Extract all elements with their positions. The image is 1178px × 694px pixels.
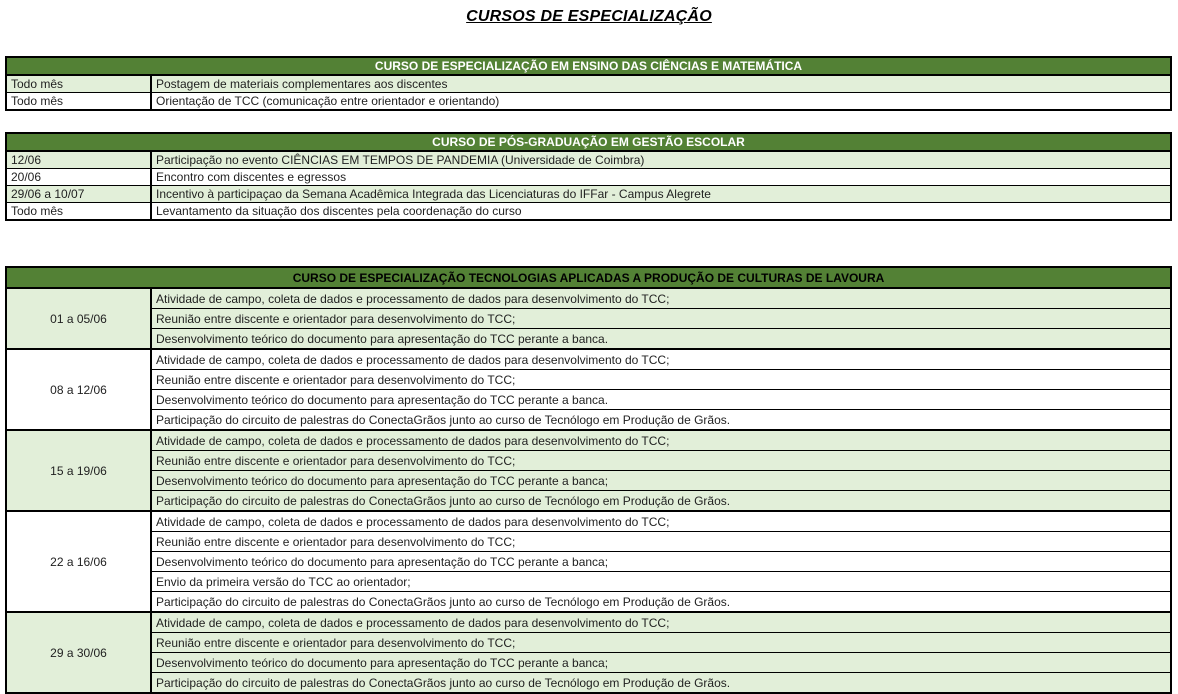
table-header-row [6, 133, 1171, 151]
table-row [6, 370, 1171, 390]
table-row [6, 653, 1171, 673]
table-row [6, 552, 1171, 572]
table-row [6, 430, 1171, 451]
activity-cell: Atividade de campo, coleta de dados e processamento de dados para desenvolvimento do TCC; [151, 349, 1171, 370]
table-header: CURSO DE ESPECIALIZAÇÃO TECNOLOGIAS APLICADAS A PRODUÇÃO DE CULTURAS DE LAVOURA [6, 267, 1171, 288]
activity-cell: Reunião entre discente e orientador para desenvolvimento do TCC; [151, 309, 1171, 329]
activity-cell: Incentivo à participaçao da Semana Acadêmica Integrada das Licenciaturas do IFFar - Campus Alegrete [151, 186, 1171, 203]
table-row [6, 511, 1171, 532]
activity-cell: Reunião entre discente e orientador para desenvolvimento do TCC; [151, 633, 1171, 653]
date-cell: 29 a 30/06 [6, 612, 151, 693]
activity-cell: Desenvolvimento teórico do documento para apresentação do TCC perante a banca. [151, 390, 1171, 410]
table-row [6, 633, 1171, 653]
table-row [6, 390, 1171, 410]
table-row [6, 673, 1171, 694]
date-cell: 12/06 [6, 151, 151, 169]
table-row [6, 451, 1171, 471]
activity-cell: Desenvolvimento teórico do documento para apresentação do TCC perante a banca. [151, 329, 1171, 350]
activity-cell: Encontro com discentes e egressos [151, 169, 1171, 186]
table-row [6, 471, 1171, 491]
date-cell: 15 a 19/06 [6, 430, 151, 511]
table-row [6, 309, 1171, 329]
activity-cell: Participação no evento CIÊNCIAS EM TEMPOS DE PANDEMIA (Universidade de Coimbra) [151, 151, 1171, 169]
activity-cell: Atividade de campo, coleta de dados e processamento de dados para desenvolvimento do TCC; [151, 288, 1171, 309]
table-row [6, 288, 1171, 309]
table-row [6, 75, 1171, 93]
course-table-tecnologias-lavoura [5, 266, 1172, 694]
activity-cell: Participação do circuito de palestras do ConectaGrãos junto ao curso de Tecnólogo em Produção de Grãos. [151, 491, 1171, 512]
activity-cell: Reunião entre discente e orientador para desenvolvimento do TCC; [151, 451, 1171, 471]
activity-cell: Participação do circuito de palestras do ConectaGrãos junto ao curso de Tecnólogo em Produção de Grãos. [151, 410, 1171, 431]
date-cell: Todo mês [6, 203, 151, 221]
date-cell: 20/06 [6, 169, 151, 186]
activity-cell: Desenvolvimento teórico do documento para apresentação do TCC perante a banca; [151, 552, 1171, 572]
activity-cell: Reunião entre discente e orientador para desenvolvimento do TCC; [151, 370, 1171, 390]
table-row [6, 151, 1171, 169]
table-row [6, 612, 1171, 633]
date-cell: 29/06 a 10/07 [6, 186, 151, 203]
date-cell: 08 a 12/06 [6, 349, 151, 430]
activity-cell: Levantamento da situação dos discentes pela coordenação do curso [151, 203, 1171, 221]
activity-cell: Participação do circuito de palestras do ConectaGrãos junto ao curso de Tecnólogo em Produção de Grãos. [151, 673, 1171, 694]
table-row [6, 410, 1171, 431]
page-title: CURSOS DE ESPECIALIZAÇÃO [466, 8, 712, 25]
activity-cell: Desenvolvimento teórico do documento para apresentação do TCC perante a banca; [151, 653, 1171, 673]
activity-cell: Atividade de campo, coleta de dados e processamento de dados para desenvolvimento do TCC; [151, 430, 1171, 451]
table-row [6, 329, 1171, 350]
table-row [6, 93, 1171, 111]
activity-cell: Postagem de materiais complementares aos discentes [151, 75, 1171, 93]
activity-cell: Envio da primeira versão do TCC ao orientador; [151, 572, 1171, 592]
date-cell: 22 a 16/06 [6, 511, 151, 612]
course-table-gestao-escolar [5, 132, 1172, 221]
activity-cell: Orientação de TCC (comunicação entre orientador e orientando) [151, 93, 1171, 111]
date-cell: Todo mês [6, 75, 151, 93]
table-row [6, 592, 1171, 613]
table-header: CURSO DE PÓS-GRADUAÇÃO EM GESTÃO ESCOLAR [6, 133, 1171, 151]
activity-cell: Participação do circuito de palestras do ConectaGrãos junto ao curso de Tecnólogo em Produção de Grãos. [151, 592, 1171, 613]
table-header-row [6, 267, 1171, 288]
table-row [6, 532, 1171, 552]
activity-cell: Reunião entre discente e orientador para desenvolvimento do TCC; [151, 532, 1171, 552]
table-header: CURSO DE ESPECIALIZAÇÃO EM ENSINO DAS CIÊNCIAS E MATEMÁTICA [6, 57, 1171, 75]
table-row [6, 169, 1171, 186]
date-cell: 01 a 05/06 [6, 288, 151, 349]
table-row [6, 186, 1171, 203]
table-header-row [6, 57, 1171, 75]
table-row [6, 203, 1171, 221]
table-row [6, 572, 1171, 592]
activity-cell: Atividade de campo, coleta de dados e processamento de dados para desenvolvimento do TCC; [151, 511, 1171, 532]
table-row [6, 491, 1171, 512]
date-cell: Todo mês [6, 93, 151, 111]
course-table-ensino-ciencias [5, 56, 1172, 111]
activity-cell: Desenvolvimento teórico do documento para apresentação do TCC perante a banca; [151, 471, 1171, 491]
activity-cell: Atividade de campo, coleta de dados e processamento de dados para desenvolvimento do TCC; [151, 612, 1171, 633]
table-row [6, 349, 1171, 370]
